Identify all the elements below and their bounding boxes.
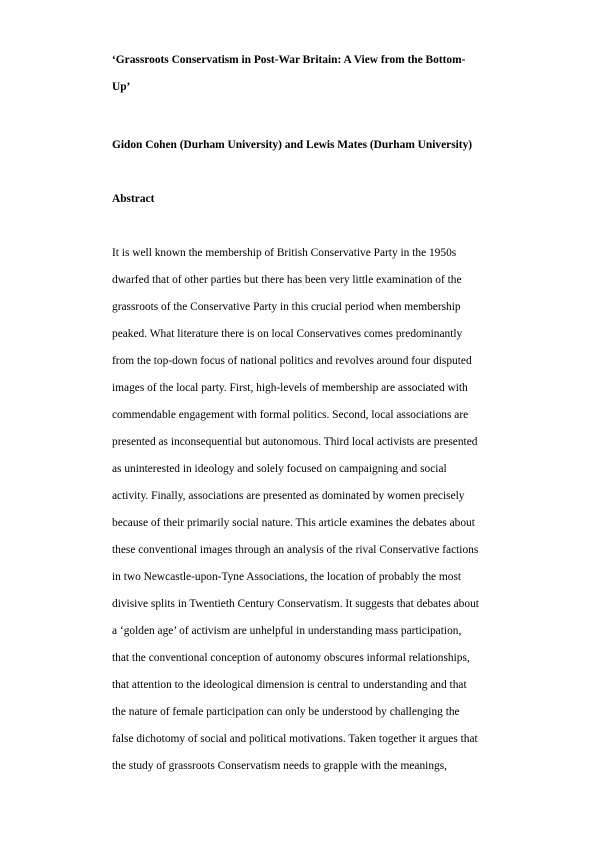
abstract-line: that attention to the ideological dimension is central to understanding and that [112,679,467,691]
abstract-line: images of the local party. First, high-levels of membership are associated with [112,382,468,394]
paper-title-line-2: Up’ [112,81,131,93]
abstract-line: dwarfed that of other parties but there has been very little examination of the [112,274,462,286]
abstract-line: the nature of female participation can only be understood by challenging the [112,706,460,718]
abstract-line: commendable engagement with formal politics. Second, local associations are [112,409,469,421]
paper-title-line-1: ‘Grassroots Conservatism in Post-War Britain: A View from the Bottom- [112,54,466,66]
abstract-line: from the top-down focus of national politics and revolves around four disputed [112,355,472,367]
abstract-line: because of their primarily social nature. This article examines the debates about [112,517,475,529]
abstract-line: a ‘golden age’ of activism are unhelpful in understanding mass participation, [112,625,462,637]
abstract-line: false dichotomy of social and political motivations. Taken together it argues that [112,733,478,745]
abstract-line: presented as inconsequential but autonomous. Third local activists are presented [112,436,478,448]
abstract-line: the study of grassroots Conservatism needs to grapple with the meanings, [112,760,448,772]
abstract-line: these conventional images through an analysis of the rival Conservative factions [112,544,479,556]
abstract-line: divisive splits in Twentieth Century Conservatism. It suggests that debates about [112,598,479,610]
abstract-line: It is well known the membership of British Conservative Party in the 1950s [112,247,457,259]
abstract-heading: Abstract [112,193,155,205]
abstract-line: in two Newcastle-upon-Tyne Associations, the location of probably the most [112,571,462,583]
abstract-line: that the conventional conception of autonomy obscures informal relationships, [112,652,470,664]
abstract-line: grassroots of the Conservative Party in this crucial period when membership [112,301,461,313]
abstract-line: as uninterested in ideology and solely focused on campaigning and social [112,463,447,475]
paper-authors: Gidon Cohen (Durham University) and Lewis Mates (Durham University) [112,139,473,151]
abstract-line: peaked. What literature there is on local Conservatives comes predominantly [112,328,463,340]
abstract-line: activity. Finally, associations are presented as dominated by women precisely [112,490,465,502]
